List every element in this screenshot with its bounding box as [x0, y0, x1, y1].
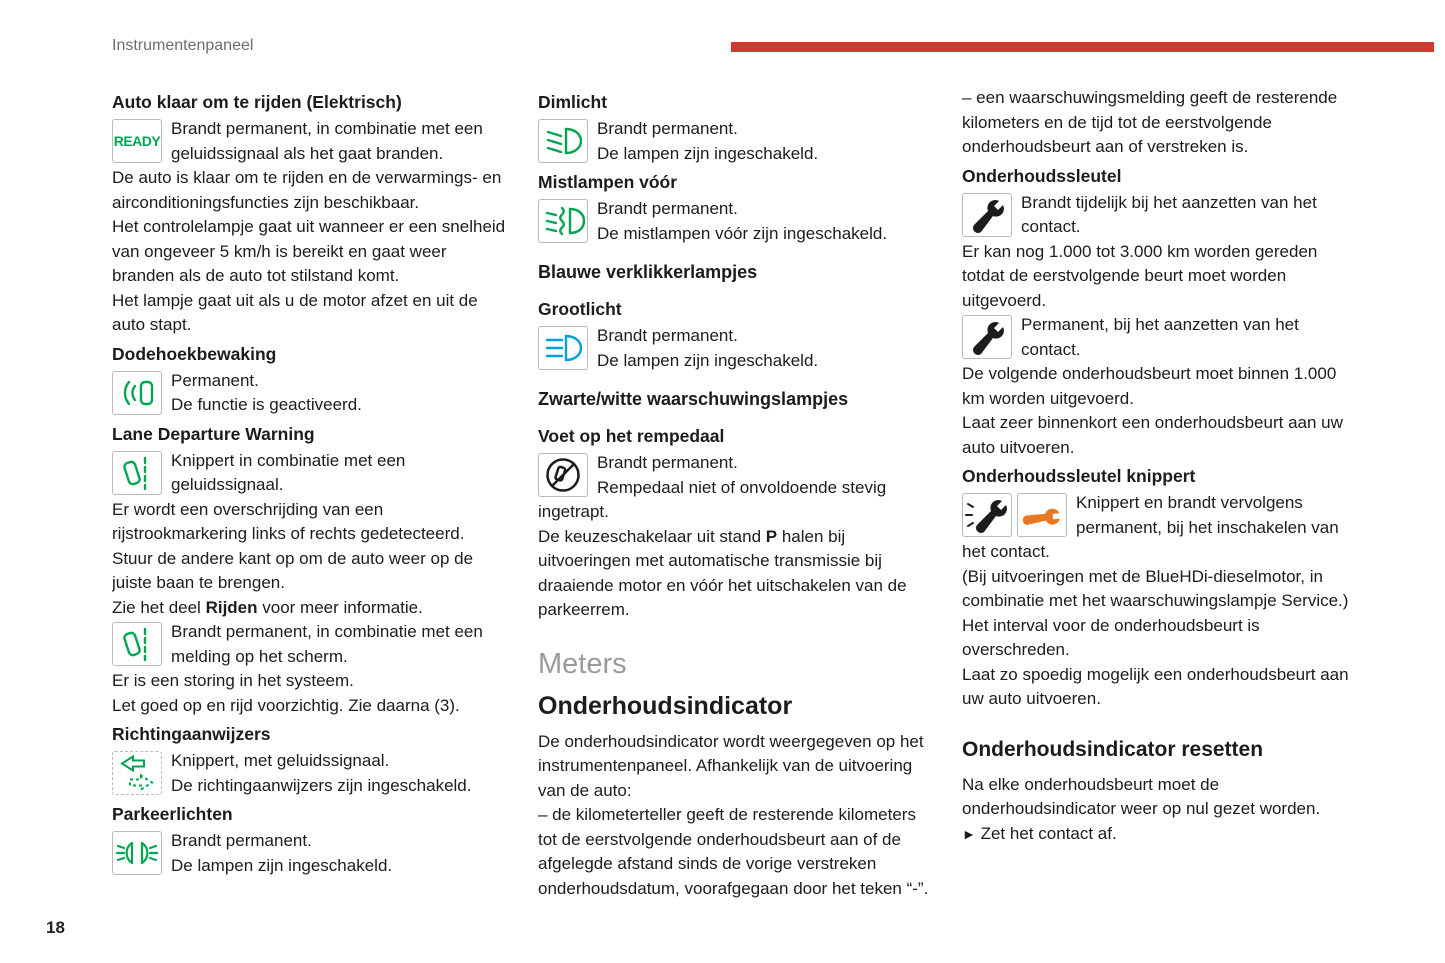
paragraph: (Bij uitvoeringen met de BlueHDi-dieselmotor, in combinatie met het waarschuwingslampje Service.) — [962, 566, 1349, 610]
ready-section — [112, 117, 510, 338]
paragraph: De lampen zijn ingeschakeld. — [597, 350, 819, 370]
paragraph: De onderhoudsindicator wordt weergegeven op het instrumentenpaneel. Afhankelijk van de uitvoering van de auto: — [538, 731, 924, 800]
paragraph: Brandt permanent. — [597, 453, 738, 472]
paragraph: De mistlampen vóór zijn ingeschakeld. — [597, 223, 888, 243]
action-arrow-icon: ► — [962, 825, 976, 842]
action-step-text: Zet het contact af. — [980, 823, 1117, 843]
front-fog-icon — [538, 199, 588, 243]
paragraph: Knippert in combinatie met een geluidssignaal. — [171, 450, 406, 494]
paragraph: Het lampje gaat uit als u de motor afzet en uit de auto stapt. — [112, 290, 478, 334]
section-title-service-wrench: Onderhoudssleutel — [962, 165, 1122, 186]
action-step — [962, 822, 1352, 847]
lane-departure-icon — [112, 622, 162, 666]
icon-pair — [962, 493, 1067, 537]
chapter-heading-meters: Meters — [538, 647, 627, 680]
low-beam-section — [538, 117, 932, 166]
service-wrench-orange-icon — [1017, 493, 1067, 537]
group-heading-blue-lamps: Blauwe verklikkerlampjes — [538, 262, 758, 282]
section-title-low-beam: Dimlicht — [538, 92, 608, 112]
paragraph: Knippert en brandt vervolgens permanent, bij het inschakelen van het contact. — [962, 493, 1339, 561]
high-beam-icon — [538, 326, 588, 370]
service-wrench-permanent-section — [962, 313, 1352, 460]
page-number: 18 — [46, 918, 65, 937]
column-right — [962, 86, 1352, 846]
front-fog-section — [538, 197, 932, 246]
bold-ref-p: P — [765, 526, 778, 546]
paragraph: Brandt permanent. — [597, 199, 738, 218]
brake-pedal-section — [538, 451, 932, 623]
paragraph: Brandt tijdelijk bij het aanzetten van het contact. — [1021, 192, 1317, 236]
paragraph: Permanent, bij het aanzetten van het contact. — [1021, 315, 1299, 359]
section-title-brake-pedal: Voet op het rempedaal — [538, 426, 725, 446]
lane-departure-section — [112, 449, 510, 621]
section-title-blind-spot: Dodehoekbewaking — [112, 343, 277, 364]
turn-signals-section — [112, 749, 510, 798]
blind-spot-icon — [112, 371, 162, 415]
paragraph: Het interval voor de onderhoudsbeurt is overschreden. — [962, 615, 1260, 659]
paragraph: De richtingaanwijzers zijn ingeschakeld. — [171, 775, 472, 795]
lane-departure-fault-section — [112, 620, 510, 718]
paragraph: Rempedaal niet of onvoldoende stevig ingetrapt. — [538, 477, 887, 521]
page-header: Instrumentenpaneel — [112, 37, 254, 54]
group-heading-black-white-lamps: Zwarte/witte waarschuwingslampjes — [538, 389, 849, 409]
section-title-service-wrench-blinking: Onderhoudssleutel knippert — [962, 466, 1196, 486]
paragraph: Let goed op en rijd voorzichtig. Zie daarna (3). — [112, 695, 460, 715]
blind-spot-section — [112, 369, 510, 418]
parking-lights-icon — [112, 831, 162, 875]
column-left — [112, 86, 510, 878]
paragraph: Brandt permanent, in combinatie met een geluidssignaal als het gaat branden. — [171, 119, 483, 163]
paragraph: De keuzeschakelaar uit stand P halen bij uitvoeringen met automatische transmissie bij draaiende motor en vóór het uitschakelen van de parkeerrem. — [538, 526, 907, 619]
paragraph: Laat zeer binnenkort een onderhoudsbeurt aan uw auto uitvoeren. — [962, 413, 1343, 457]
section-title-lane-departure: Lane Departure Warning — [112, 423, 315, 444]
section-heading-service-indicator: Onderhoudsindicator — [538, 691, 793, 720]
paragraph: Brandt permanent. — [597, 119, 738, 138]
service-wrench-blinking-section — [962, 491, 1352, 712]
section-title-front-fog: Mistlampen vóór — [538, 172, 678, 192]
section-title-ready: Auto klaar om te rijden (Elektrisch) — [112, 92, 402, 112]
list-item: – een waarschuwingsmelding geeft de resterende kilometers en de tijd tot de eerstvolgende onderhoudsbeurt aan of verstreken is. — [962, 88, 1338, 156]
paragraph: Er kan nog 1.000 tot 3.000 km worden gereden totdat de eerstvolgende beurt moet worden uitgevoerd. — [962, 241, 1318, 310]
paragraph: Brandt permanent, in combinatie met een melding op het scherm. — [171, 622, 483, 666]
paragraph: Zie het deel Rijden voor meer informatie. — [112, 597, 423, 617]
column-middle — [538, 86, 932, 901]
parking-lights-section — [112, 829, 510, 878]
section-title-high-beam: Grootlicht — [538, 299, 622, 319]
paragraph: Permanent. — [171, 370, 259, 390]
paragraph: Na elke onderhoudsbeurt moet de onderhoudsindicator weer op nul gezet worden. — [962, 774, 1321, 818]
low-beam-icon — [538, 119, 588, 163]
section-title-parking-lights: Parkeerlichten — [112, 804, 233, 824]
service-wrench-section — [962, 191, 1352, 314]
paragraph: De lampen zijn ingeschakeld. — [171, 855, 393, 875]
paragraph: Brandt permanent. — [597, 326, 738, 345]
turn-signals-icon — [112, 751, 162, 795]
section-title-turn-signals: Richtingaanwijzers — [112, 724, 271, 744]
list-item: – de kilometerteller geeft de resterende kilometers tot de eerstvolgende onderhoudsbeurt aan of de afgelegde afstand sinds de vorige verstreken onderhoudsdatum, voorafgegaan door het teken “-”. — [538, 805, 929, 898]
paragraph: De volgende onderhoudsbeurt moet binnen 1.000 km worden uitgevoerd. — [962, 364, 1337, 408]
paragraph: Knippert, met geluidssignaal. — [171, 751, 390, 770]
brake-pedal-icon — [538, 453, 588, 497]
paragraph: Laat zo spoedig mogelijk een onderhoudsbeurt aan uw auto uitvoeren. — [962, 664, 1349, 708]
service-wrench-icon — [962, 193, 1012, 237]
lane-departure-icon — [112, 451, 162, 495]
red-accent-bar — [731, 42, 1434, 52]
bold-ref-rijden: Rijden — [205, 597, 258, 617]
paragraph: Er is een storing in het systeem. — [112, 671, 354, 690]
paragraph: De functie is geactiveerd. — [171, 395, 362, 414]
service-wrench-blinking-icon — [962, 493, 1012, 537]
service-wrench-icon — [962, 315, 1012, 359]
paragraph: Het controlelampje gaat uit wanneer er een snelheid van ongeveer 5 km/h is bereikt en gaat weer branden als de auto tot stilstand komt. — [112, 217, 506, 285]
ready-indicator-label: READY — [113, 132, 161, 149]
ready-indicator-icon — [112, 119, 162, 163]
section-heading-service-reset: Onderhoudsindicator resetten — [962, 737, 1264, 761]
high-beam-section — [538, 324, 932, 373]
paragraph: Er wordt een overschrijding van een rijstrookmarkering links of rechts gedetecteerd. — [112, 499, 465, 543]
paragraph: De auto is klaar om te rijden en de verwarmings- en airconditioningsfuncties zijn beschikbaar. — [112, 168, 502, 212]
paragraph: Stuur de andere kant op om de auto weer op de juiste baan te brengen. — [112, 548, 474, 592]
paragraph: Brandt permanent. — [171, 831, 312, 850]
paragraph: De lampen zijn ingeschakeld. — [597, 143, 819, 163]
